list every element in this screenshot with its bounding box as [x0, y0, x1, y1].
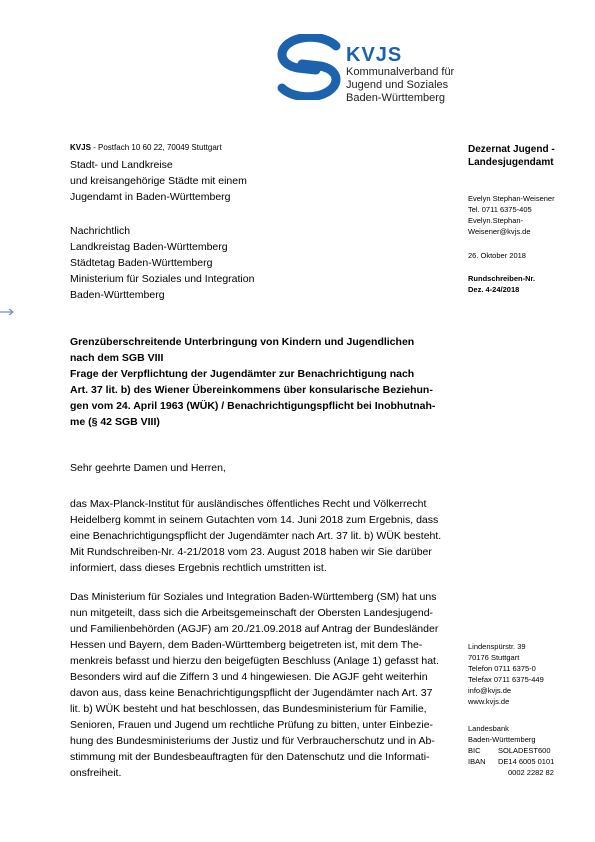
- recipients-block: [70, 157, 247, 205]
- paragraph-line: lit. b) WÜK besteht und hat beschlossen, das Bundesministerium für Familie,: [70, 703, 427, 715]
- contact-email-1[interactable]: Evelyn.Stephan-: [468, 216, 524, 225]
- letter-date: 26. Oktober 2018: [468, 251, 526, 260]
- subject-line: Grenzüberschreitende Unterbringung von Kindern und Jugendlichen: [70, 336, 415, 348]
- bank-name: Baden-Württemberg: [468, 735, 536, 744]
- bic-row: [468, 745, 554, 756]
- circular-label: Rundschreiben-Nr.: [468, 274, 536, 283]
- paragraph-line: Besonders wird auf die Ziffern 3 und 4 hingewiesen. Die AGJF geht weiterhin: [70, 671, 428, 683]
- paragraph-line: nun mitgeteilt, dass sich die Arbeitsgemeinschaft der Obersten Landesjugend-: [70, 607, 434, 619]
- address-city: 70176 Stuttgart: [468, 653, 520, 662]
- iban-row: [468, 756, 554, 767]
- bank-block: [468, 723, 554, 778]
- circular-block: [468, 273, 535, 295]
- address-email[interactable]: info@kvjs.de: [468, 686, 512, 695]
- sender-org: KVJS: [70, 143, 91, 152]
- address-website[interactable]: www.kvjs.de: [468, 697, 510, 706]
- salutation: Sehr geehrte Damen und Herren,: [70, 462, 226, 474]
- cc-line: Ministerium für Soziales und Integration: [70, 273, 255, 285]
- subject-line: me (§ 42 SGB VIII): [70, 416, 160, 428]
- paragraph-line: Hessen und Bayern, dem Baden-Württemberg beigetreten ist, mit dem The-: [70, 639, 423, 651]
- circular-number: Dez. 4-24/2018: [468, 285, 520, 294]
- paragraph-line: und Familienbehörden (AGJF) am 20./21.09.2018 auf Antrag der Bundesländer: [70, 623, 439, 635]
- address-phone: Telefon 0711 6375-0: [468, 664, 536, 673]
- paragraph-line: stimmung mit der Bundesbeauftragten für den Datenschutz und die Informati-: [70, 751, 430, 763]
- paragraph-line: Das Ministerium für Soziales und Integration Baden-Württemberg (SM) hat uns: [70, 591, 437, 603]
- address-street: Lindenspürstr. 39: [468, 642, 526, 651]
- department-header: [468, 143, 555, 169]
- paragraph-1: [70, 496, 462, 576]
- contact-email-2[interactable]: Weisener@kvjs.de: [468, 227, 531, 236]
- paragraph-line: onsfreiheit.: [70, 767, 122, 779]
- address-block: [468, 641, 544, 707]
- bank-name: Landesbank: [468, 724, 509, 733]
- sender-address: - Postfach 10 60 22, 70049 Stuttgart: [90, 143, 222, 152]
- kvjs-logo-icon: [276, 34, 342, 100]
- paragraph-line: Heidelberg kommt in seinem Gutachten vom 14. Juni 2018 zum Ergebnis, dass: [70, 514, 439, 526]
- paragraph-line: informiert, dass dieses Ergebnis rechtlich umstritten ist.: [70, 562, 327, 574]
- logo-subtitle-2: Jugend und Soziales: [346, 79, 449, 91]
- paragraph-line: Mit Rundschreiben-Nr. 4-21/2018 vom 23. August 2018 haben wir Sie darüber: [70, 546, 432, 558]
- logo-name: KVJS: [346, 44, 403, 66]
- iban-continued: 0002 2282 82: [508, 768, 554, 777]
- sender-line: [70, 143, 222, 152]
- paragraph-2: [70, 589, 462, 781]
- subject-line: Art. 37 lit. b) des Wiener Übereinkommens über konsularische Beziehun-: [70, 384, 433, 396]
- subject-line: nach dem SGB VIII: [70, 352, 164, 364]
- paragraph-line: das Max-Planck-Institut für ausländisches öffentliches Recht und Völkerrecht: [70, 498, 427, 510]
- cc-line: Baden-Württemberg: [70, 289, 165, 301]
- cc-line: Landkreistag Baden-Württemberg: [70, 241, 228, 253]
- iban-value: DE14 6005 0101: [498, 757, 555, 766]
- contact-phone: Tel. 0711 6375-405: [468, 205, 532, 214]
- paragraph-line: Senioren, Frauen und Jugend um rechtliche Prüfung zu bitten, unter Einbezie-: [70, 719, 434, 731]
- cc-line: Städtetag Baden-Württemberg: [70, 257, 213, 269]
- subject-line: Frage der Verpflichtung der Jugendämter zur Benachrichtigung nach: [70, 368, 415, 380]
- cc-recipients-block: [70, 223, 254, 303]
- arrow-right-icon: [0, 308, 16, 316]
- contact-block: [468, 193, 555, 237]
- paragraph-line: eine Benachrichtigungspflicht der Jugendämter nach Art. 37 lit. b) WÜK besteht.: [70, 530, 442, 542]
- contact-name: Evelyn Stephan-Weisener: [468, 194, 555, 203]
- paragraph-line: hung des Bundesministeriums der Justiz und für Verbraucherschutz und in Ab-: [70, 735, 435, 747]
- bic-value: SOLADEST600: [498, 746, 551, 755]
- department-line: Dezernat Jugend -: [468, 144, 555, 155]
- paragraph-line: menkreis befasst und hierzu den beigefügten Beschluss (Anlage 1) gefasst hat.: [70, 655, 439, 667]
- logo-subtitle-3: Baden-Württemberg: [346, 92, 446, 104]
- logo-subtitle-1: Kommunalverband für: [346, 66, 455, 78]
- paragraph-line: davon aus, dass keine Benachrichtigungspflicht der Jugendämter nach Art. 37: [70, 687, 433, 699]
- bic-label: BIC: [468, 746, 481, 755]
- iban-label: IBAN: [468, 757, 486, 766]
- subject-line: gen vom 24. April 1963 (WÜK) / Benachrichtigungspflicht bei Inobhutnah-: [70, 400, 436, 412]
- department-line: Landesjugendamt: [468, 157, 554, 168]
- letter-subject: [70, 334, 462, 430]
- address-fax: Telefax 0711 6375-449: [468, 675, 544, 684]
- recipient-line: Stadt- und Landkreise: [70, 159, 173, 171]
- recipient-line: und kreisangehörige Städte mit einem: [70, 175, 247, 187]
- recipient-line: Jugendamt in Baden-Württemberg: [70, 191, 231, 203]
- logo-text: [346, 44, 454, 105]
- cc-line: Nachrichtlich: [70, 225, 131, 237]
